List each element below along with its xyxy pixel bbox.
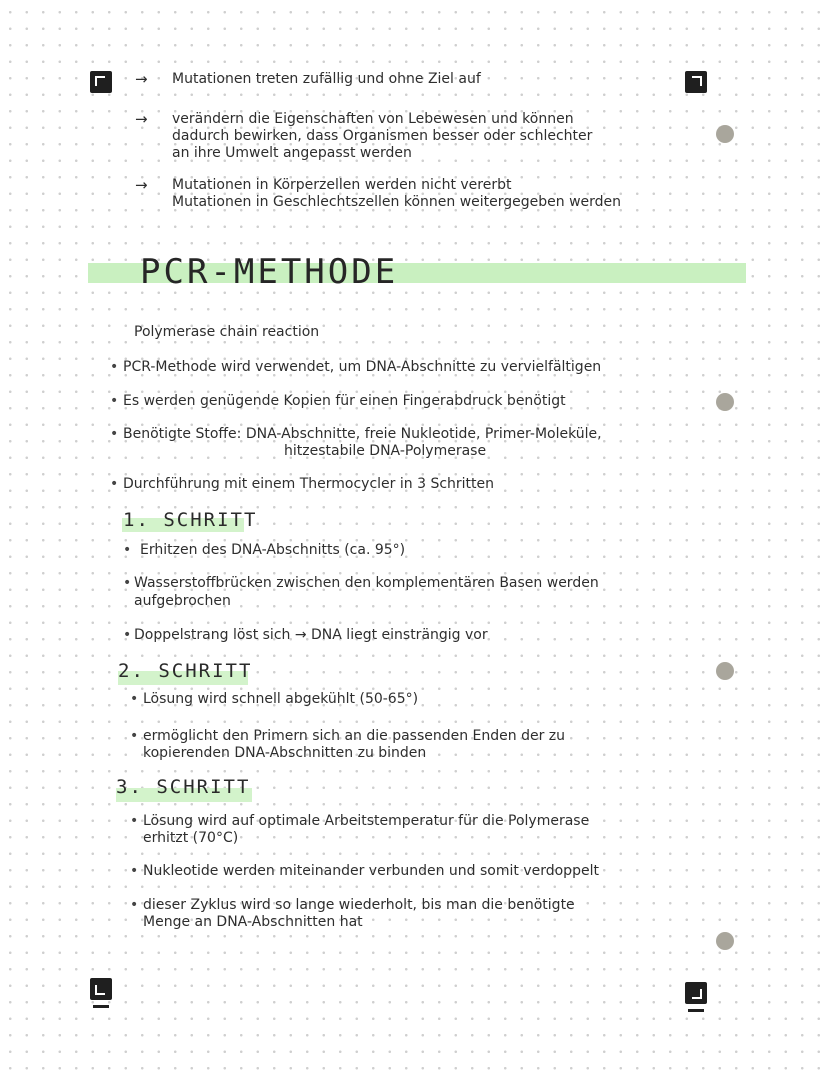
bullet: • xyxy=(123,542,132,558)
corner-marker-bottom-left-icon xyxy=(90,978,112,1000)
bullet: • xyxy=(110,393,119,409)
step-line: Lösung wird auf optimale Arbeitstemperatur für die Polymerase xyxy=(143,813,590,829)
step-line: Nukleotide werden miteinander verbunden und somit verdoppelt xyxy=(143,863,599,879)
step-line: aufgebrochen xyxy=(134,593,231,609)
step-line: Menge an DNA-Abschnitten hat xyxy=(143,914,363,930)
corner-marker-top-left-icon xyxy=(90,71,112,93)
bullet-text: hitzestabile DNA-Polymerase xyxy=(284,443,487,459)
note-line: Mutationen in Geschlechtszellen können weitergegeben werden xyxy=(172,194,622,210)
arrow-right-icon: → xyxy=(135,70,148,88)
note-line: Mutationen treten zufällig und ohne Ziel auf xyxy=(172,71,481,87)
bullet: • xyxy=(130,728,139,744)
step-line: kopierenden DNA-Abschnitten zu binden xyxy=(143,745,427,761)
subtitle: Polymerase chain reaction xyxy=(134,324,320,340)
bullet: • xyxy=(110,359,119,375)
bullet: • xyxy=(130,813,139,829)
binder-hole-icon xyxy=(716,662,734,680)
arrow-right-icon: → xyxy=(135,176,148,194)
step-line: ermöglicht den Primern sich an die passenden Enden der zu xyxy=(143,728,566,744)
bullet: • xyxy=(130,863,139,879)
step-2-title: 2. SCHRITT xyxy=(118,660,253,682)
note-line: an ihre Umwelt angepasst werden xyxy=(172,145,412,161)
step-line: erhitzt (70°C) xyxy=(143,830,239,846)
bullet-text: Benötigte Stoffe: DNA-Abschnitte, freie Nukleotide, Primer-Moleküle, xyxy=(123,426,602,442)
step-1-title: 1. SCHRITT xyxy=(123,509,258,531)
bullet-text: Durchführung mit einem Thermocycler in 3 Schritten xyxy=(123,476,495,492)
bullet: • xyxy=(110,476,119,492)
corner-marker-bottom-right-icon xyxy=(685,982,707,1004)
corner-bar-bottom-right xyxy=(688,1009,704,1012)
step-line: Lösung wird schnell abgekühlt (50-65°) xyxy=(143,691,419,707)
step-3-title: 3. SCHRITT xyxy=(116,776,251,798)
binder-hole-icon xyxy=(716,125,734,143)
bullet: • xyxy=(123,627,132,643)
bullet-text: Es werden genügende Kopien für einen Fingerabdruck benötigt xyxy=(123,393,566,409)
binder-hole-icon xyxy=(716,393,734,411)
note-line: dadurch bewirken, dass Organismen besser oder schlechter xyxy=(172,128,593,144)
step-line: Wasserstoffbrücken zwischen den komplementären Basen werden xyxy=(134,575,599,591)
bullet-text: PCR-Methode wird verwendet, um DNA-Abschnitte zu vervielfältigen xyxy=(123,359,602,375)
bullet: • xyxy=(130,691,139,707)
corner-bar-bottom-left xyxy=(93,1005,109,1008)
note-line: Mutationen in Körperzellen werden nicht vererbt xyxy=(172,177,512,193)
step-line: Erhitzen des DNA-Abschnitts (ca. 95°) xyxy=(140,542,406,558)
page-title: PCR-METHODE xyxy=(140,252,399,292)
arrow-right-icon: → xyxy=(135,110,148,128)
step-line: Doppelstrang löst sich → DNA liegt einsträngig vor xyxy=(134,627,488,643)
bullet: • xyxy=(123,575,132,591)
corner-marker-top-right-icon xyxy=(685,71,707,93)
bullet: • xyxy=(130,897,139,913)
note-line: verändern die Eigenschaften von Lebewesen und können xyxy=(172,111,574,127)
binder-hole-icon xyxy=(716,932,734,950)
bullet: • xyxy=(110,426,119,442)
step-line: dieser Zyklus wird so lange wiederholt, bis man die benötigte xyxy=(143,897,575,913)
